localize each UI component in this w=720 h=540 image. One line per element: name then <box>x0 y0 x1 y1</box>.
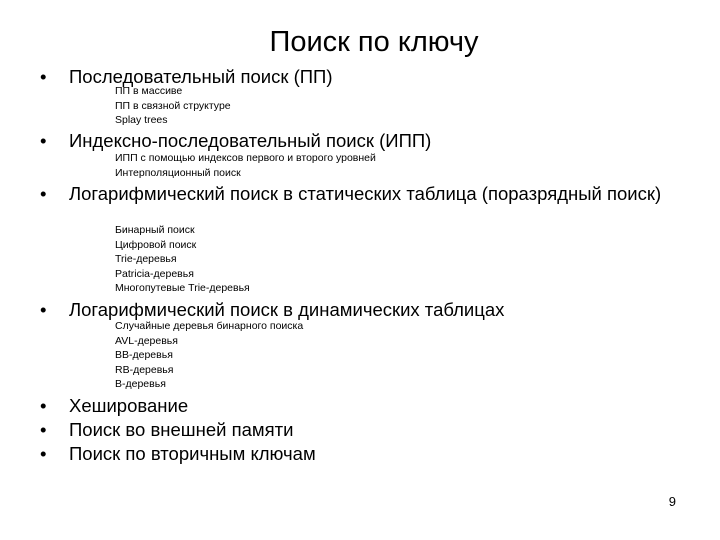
bullet-item <box>40 130 680 152</box>
sub-list <box>115 319 675 392</box>
bullet-dot: • <box>40 395 47 416</box>
sub-item: B-деревья <box>115 378 166 390</box>
sub-item: BB-деревья <box>115 349 173 361</box>
sub-item: Интерполяционный поиск <box>115 166 241 179</box>
bullet-item <box>40 419 680 441</box>
bullet-item <box>40 183 680 205</box>
bullet-item <box>40 443 680 465</box>
bullet-text: Последовательный поиск (ПП) <box>69 66 333 87</box>
page-number: 9 <box>668 494 676 509</box>
sub-item: Trie-деревья <box>115 253 177 265</box>
bullet-dot: • <box>40 130 47 151</box>
slide-title: Поиск по ключу <box>269 26 479 58</box>
sub-item: Многопутевые Trie-деревья <box>115 282 250 294</box>
sub-item: Бинарный поиск <box>115 224 195 236</box>
bullet-dot: • <box>40 66 47 87</box>
sub-item: Случайные деревья бинарного поиска <box>115 320 304 332</box>
sub-list <box>115 84 675 128</box>
bullet-text: Индексно-последовательный поиск (ИПП) <box>69 130 432 151</box>
sub-item: AVL-деревья <box>115 334 178 347</box>
bullet-text: Поиск во внешней памяти <box>69 419 294 440</box>
sub-item: Patricia-деревья <box>115 267 194 280</box>
sub-item: ПП в массиве <box>115 85 183 97</box>
sub-item: Цифровой поиск <box>115 238 197 251</box>
sub-item: ПП в связной структуре <box>115 99 231 112</box>
sub-list <box>115 223 675 296</box>
bullet-item <box>40 395 680 417</box>
bullet-text: Поиск по вторичным ключам <box>69 443 316 464</box>
bullet-dot: • <box>40 299 47 320</box>
bullet-text: Логарифмический поиск в статических таблица (поразрядный поиск) <box>69 183 662 204</box>
bullet-text: Хеширование <box>69 395 189 416</box>
bullet-dot: • <box>40 419 47 440</box>
sub-list <box>115 151 675 180</box>
bullet-dot: • <box>40 183 47 204</box>
sub-item: Splay trees <box>115 114 168 126</box>
bullet-text: Логарифмический поиск в динамических таблицах <box>69 299 505 320</box>
sub-item: RB-деревья <box>115 363 174 376</box>
bullet-dot: • <box>40 443 47 464</box>
bullet-item <box>40 299 680 321</box>
sub-item: ИПП с помощью индексов первого и второго уровней <box>115 152 376 164</box>
